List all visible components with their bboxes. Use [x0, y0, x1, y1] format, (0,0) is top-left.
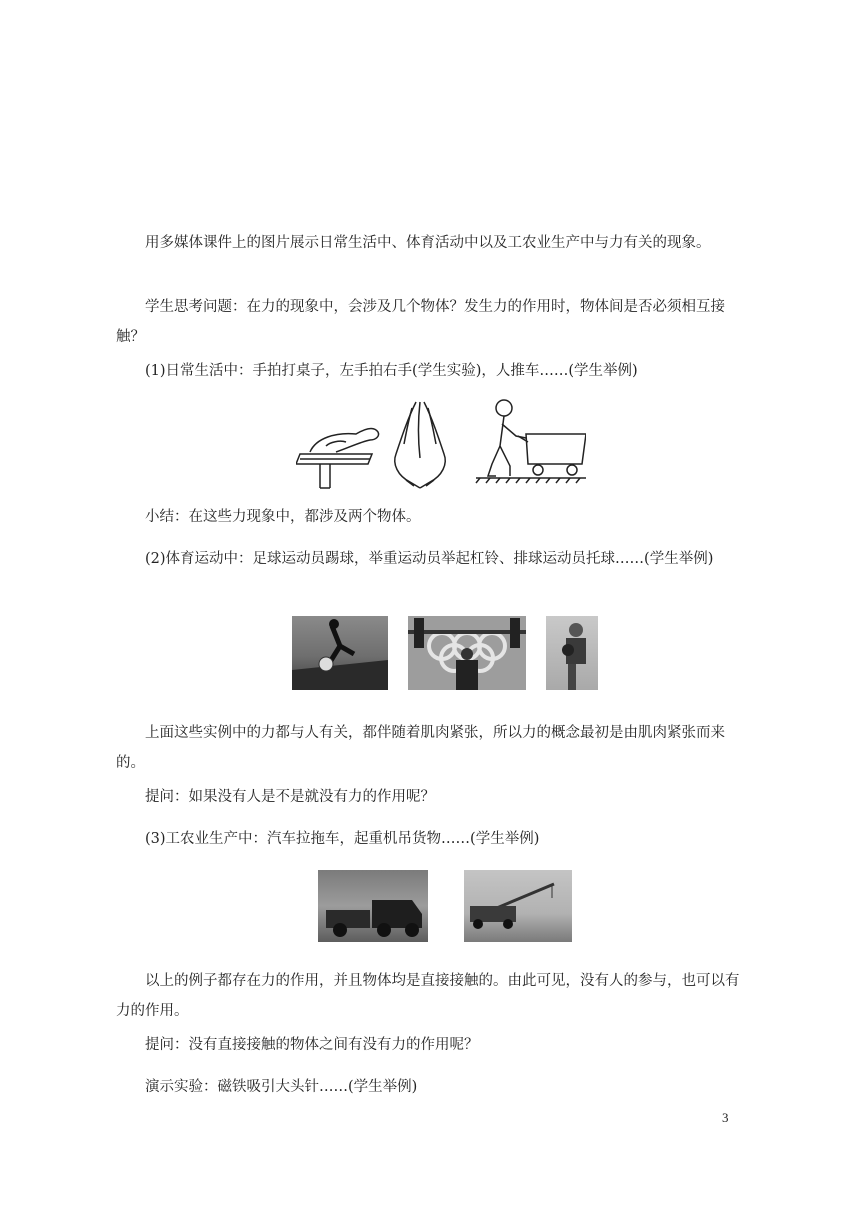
paragraph-question-no-person: 提问：如果没有人是不是就没有力的作用呢？ — [145, 789, 435, 805]
paragraph-industry: (3)工农业生产中：汽车拉拖车，起重机吊货物……(学生举例) — [145, 831, 540, 847]
paragraph-intro: 用多媒体课件上的图片展示日常生活中、体育活动中以及工农业生产中与力有关的现象。 — [145, 235, 711, 251]
paragraph-conclusion: 以上的例子都存在力的作用，并且物体均是直接接触的。由此可见，没有人的参与，也可以有力的作用。 — [116, 973, 740, 1019]
paragraph-summary: 小结：在这些力现象中，都涉及两个物体。 — [145, 509, 421, 525]
paragraph-question: 学生思考问题：在力的现象中，会涉及几个物体？发生力的作用时，物体间是否必须相互接触？ — [116, 299, 725, 345]
crane-lifting-photo — [464, 870, 572, 942]
page-number: 3 — [722, 1110, 729, 1125]
paragraph-sports: (2)体育运动中：足球运动员踢球，举重运动员举起杠铃、排球运动员托球……(学生举例) — [145, 551, 714, 567]
paragraph-daily-life: (1)日常生活中：手拍打桌子，左手拍右手(学生实验)，人推车……(学生举例) — [145, 363, 638, 379]
paragraph-question-no-contact: 提问：没有直接接触的物体之间有没有力的作用呢？ — [145, 1037, 479, 1053]
person-pushing-cart-drawing — [476, 400, 586, 483]
paragraph-muscle: 上面这些实例中的力都与人有关，都伴随着肌肉紧张，所以力的概念最初是由肌肉紧张而来的。 — [116, 725, 725, 771]
volleyball-player-photo — [546, 616, 598, 690]
daily-life-drawings — [296, 398, 586, 490]
car-towing-trailer-photo — [318, 870, 428, 942]
soccer-player-photo — [292, 616, 388, 690]
weightlifter-photo — [408, 616, 526, 690]
clapping-hands-drawing — [395, 402, 445, 488]
hand-slapping-table-drawing — [296, 428, 379, 488]
paragraph-demo: 演示实验：磁铁吸引大头针……(学生举例) — [145, 1079, 418, 1095]
